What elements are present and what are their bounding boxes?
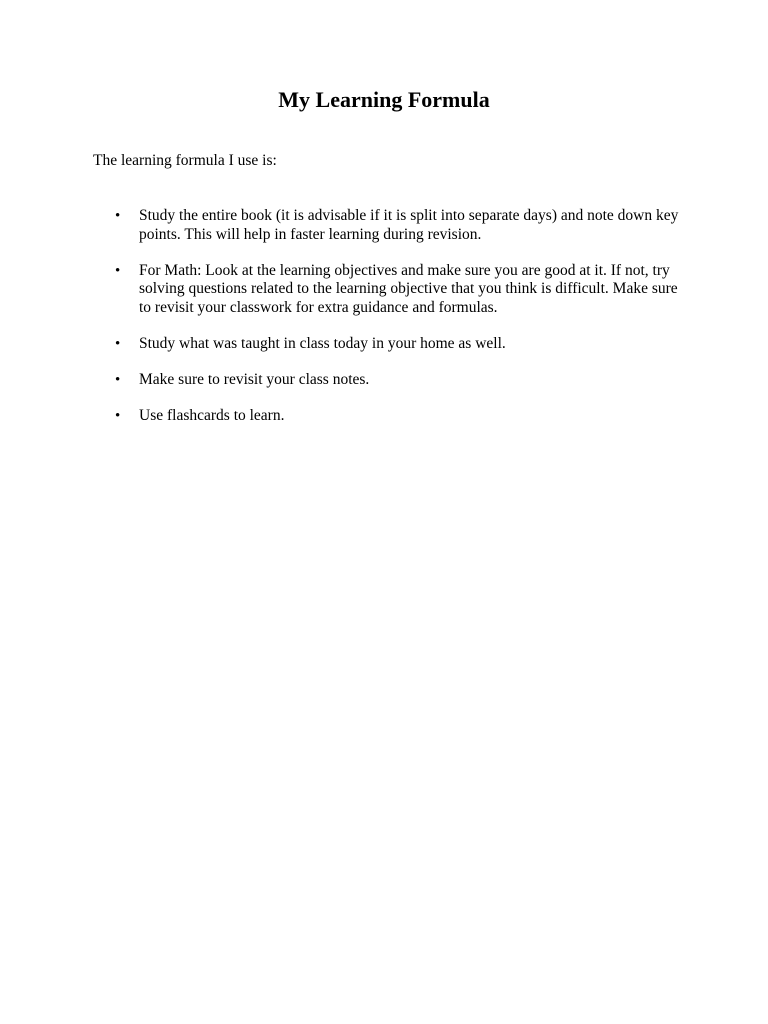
list-item <box>93 335 683 354</box>
list-item-text: Study what was taught in class today in your home as well. <box>139 334 506 352</box>
bullet-icon: • <box>115 407 121 424</box>
bullet-icon: • <box>115 335 121 352</box>
list-item <box>93 407 683 426</box>
page-title: My Learning Formula <box>278 87 490 112</box>
intro-text: The learning formula I use is: <box>93 152 277 169</box>
list-item <box>93 207 683 244</box>
list-item-text: For Math: Look at the learning objectives and make sure you are good at it. If not, try solving questions related to the learning objective that you think is difficult. Make sure to revisit your classwork for extra guidance and formulas. <box>139 261 678 316</box>
list-item <box>93 262 683 318</box>
list-item-text: Study the entire book (it is advisable if it is split into separate days) and note down key points. This will help in faster learning during revision. <box>139 207 679 243</box>
list-item <box>93 371 683 390</box>
list-item-text: Use flashcards to learn. <box>139 406 285 424</box>
list-item-text: Make sure to revisit your class notes. <box>139 370 370 388</box>
bullet-icon: • <box>115 208 121 224</box>
bullet-icon: • <box>115 262 121 279</box>
bullet-icon: • <box>115 371 121 388</box>
learning-tips-list <box>93 207 683 443</box>
